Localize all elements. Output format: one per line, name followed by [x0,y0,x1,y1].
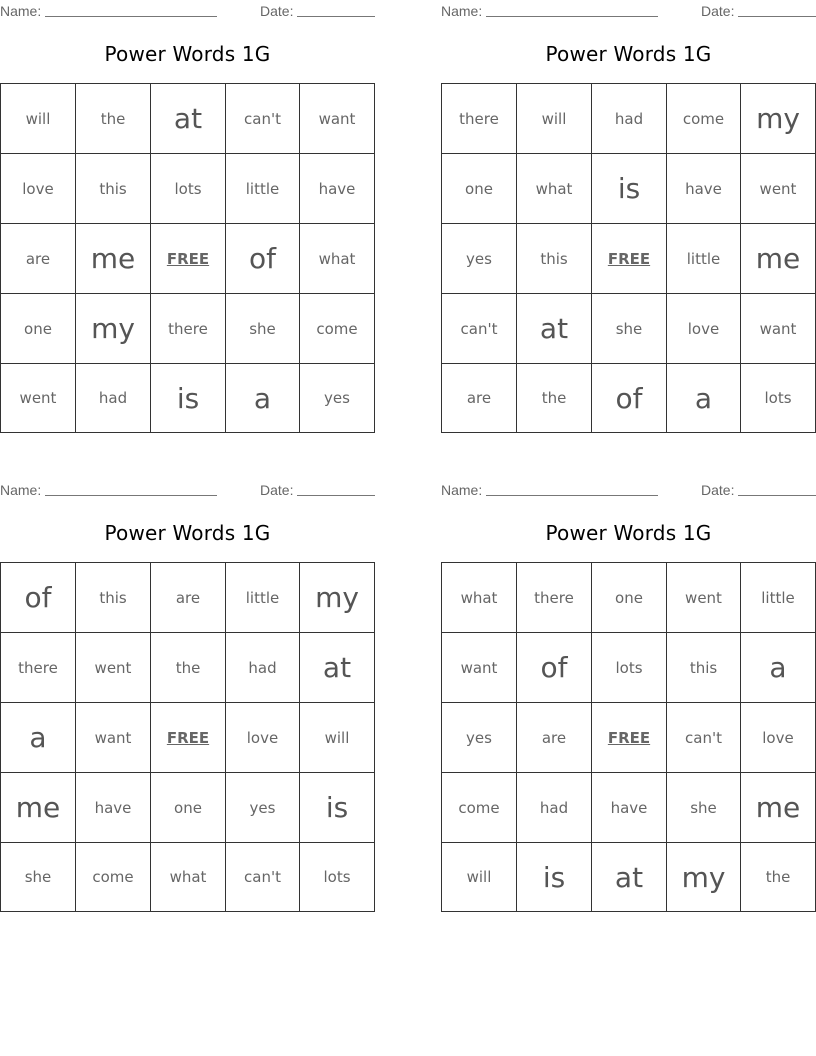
word-cell: what [442,563,517,633]
word-cell: one [151,773,226,843]
word-cell: can't [667,703,741,773]
date-blank-line[interactable] [738,495,816,496]
bingo-card-1 [0,0,375,431]
word-cell: at [300,633,375,703]
word-cell: want [76,703,151,773]
word-cell: this [667,633,741,703]
word-cell: one [442,154,517,224]
word-cell: she [592,294,667,364]
word-cell: had [76,364,151,433]
word-cell: will [300,703,375,773]
word-cell: come [76,843,151,912]
word-cell: lots [741,364,816,433]
word-cell: my [741,84,816,154]
card-header [441,479,816,501]
word-cell: little [667,224,741,294]
bingo-card-2 [441,0,816,431]
free-space-cell: FREE [592,224,667,294]
name-blank-line[interactable] [486,16,658,17]
word-cell: is [151,364,226,433]
word-cell: is [300,773,375,843]
word-cell: she [667,773,741,843]
word-cell: the [741,843,816,912]
word-cell: can't [226,843,300,912]
word-cell: have [300,154,375,224]
word-cell: lots [300,843,375,912]
word-cell: me [741,773,816,843]
word-cell: my [300,563,375,633]
word-cell: is [517,843,592,912]
word-cell: a [667,364,741,433]
word-cell: the [76,84,151,154]
word-cell: what [517,154,592,224]
word-cell: are [1,224,76,294]
bingo-grid [441,562,816,912]
card-title: Power Words 1G [545,42,712,66]
word-cell: of [226,224,300,294]
word-cell: went [76,633,151,703]
free-space-cell: FREE [151,703,226,773]
word-cell: my [667,843,741,912]
date-blank-line[interactable] [738,16,816,17]
bingo-grid [0,83,375,433]
bingo-card-3 [0,479,375,910]
word-cell: of [517,633,592,703]
word-cell: there [1,633,76,703]
card-title: Power Words 1G [104,521,271,545]
date-blank-line[interactable] [297,495,375,496]
word-cell: are [442,364,517,433]
card-header [0,0,375,22]
word-cell: can't [442,294,517,364]
name-blank-line[interactable] [486,495,658,496]
card-title: Power Words 1G [104,42,271,66]
word-cell: me [1,773,76,843]
word-cell: at [517,294,592,364]
word-cell: love [741,703,816,773]
word-cell: have [592,773,667,843]
word-cell: love [226,703,300,773]
word-cell: love [667,294,741,364]
word-cell: there [151,294,226,364]
name-blank-line[interactable] [45,16,217,17]
name-label: Name: [0,482,42,498]
word-cell: me [741,224,816,294]
bingo-grid [441,83,816,433]
date-label: Date: [260,482,294,498]
word-cell: a [226,364,300,433]
word-cell: what [300,224,375,294]
word-cell: lots [592,633,667,703]
word-cell: this [76,154,151,224]
word-cell: will [442,843,517,912]
word-cell: went [741,154,816,224]
word-cell: of [592,364,667,433]
bingo-card-4 [441,479,816,910]
word-cell: what [151,843,226,912]
free-space-cell: FREE [151,224,226,294]
card-header [0,479,375,501]
name-label: Name: [441,482,483,498]
name-label: Name: [441,3,483,19]
date-label: Date: [260,3,294,19]
word-cell: a [1,703,76,773]
word-cell: yes [300,364,375,433]
word-cell: lots [151,154,226,224]
word-cell: had [226,633,300,703]
word-cell: this [517,224,592,294]
date-label: Date: [701,3,735,19]
word-cell: me [76,224,151,294]
free-space-cell: FREE [592,703,667,773]
word-cell: have [76,773,151,843]
word-cell: come [442,773,517,843]
word-cell: the [151,633,226,703]
word-cell: yes [226,773,300,843]
word-cell: there [517,563,592,633]
word-cell: yes [442,224,517,294]
word-cell: had [517,773,592,843]
word-cell: love [1,154,76,224]
word-cell: want [442,633,517,703]
word-cell: my [76,294,151,364]
word-cell: one [592,563,667,633]
word-cell: of [1,563,76,633]
word-cell: little [226,154,300,224]
word-cell: had [592,84,667,154]
word-cell: the [517,364,592,433]
word-cell: yes [442,703,517,773]
word-cell: there [442,84,517,154]
word-cell: are [517,703,592,773]
date-label: Date: [701,482,735,498]
word-cell: want [741,294,816,364]
word-cell: is [592,154,667,224]
word-cell: she [1,843,76,912]
bingo-grid [0,562,375,912]
name-label: Name: [0,3,42,19]
word-cell: went [667,563,741,633]
word-cell: this [76,563,151,633]
word-cell: come [300,294,375,364]
name-blank-line[interactable] [45,495,217,496]
card-title: Power Words 1G [545,521,712,545]
word-cell: went [1,364,76,433]
word-cell: a [741,633,816,703]
word-cell: come [667,84,741,154]
word-cell: are [151,563,226,633]
word-cell: little [226,563,300,633]
word-cell: little [741,563,816,633]
word-cell: she [226,294,300,364]
word-cell: will [517,84,592,154]
word-cell: want [300,84,375,154]
word-cell: at [592,843,667,912]
word-cell: can't [226,84,300,154]
word-cell: will [1,84,76,154]
word-cell: one [1,294,76,364]
word-cell: have [667,154,741,224]
date-blank-line[interactable] [297,16,375,17]
card-header [441,0,816,22]
word-cell: at [151,84,226,154]
